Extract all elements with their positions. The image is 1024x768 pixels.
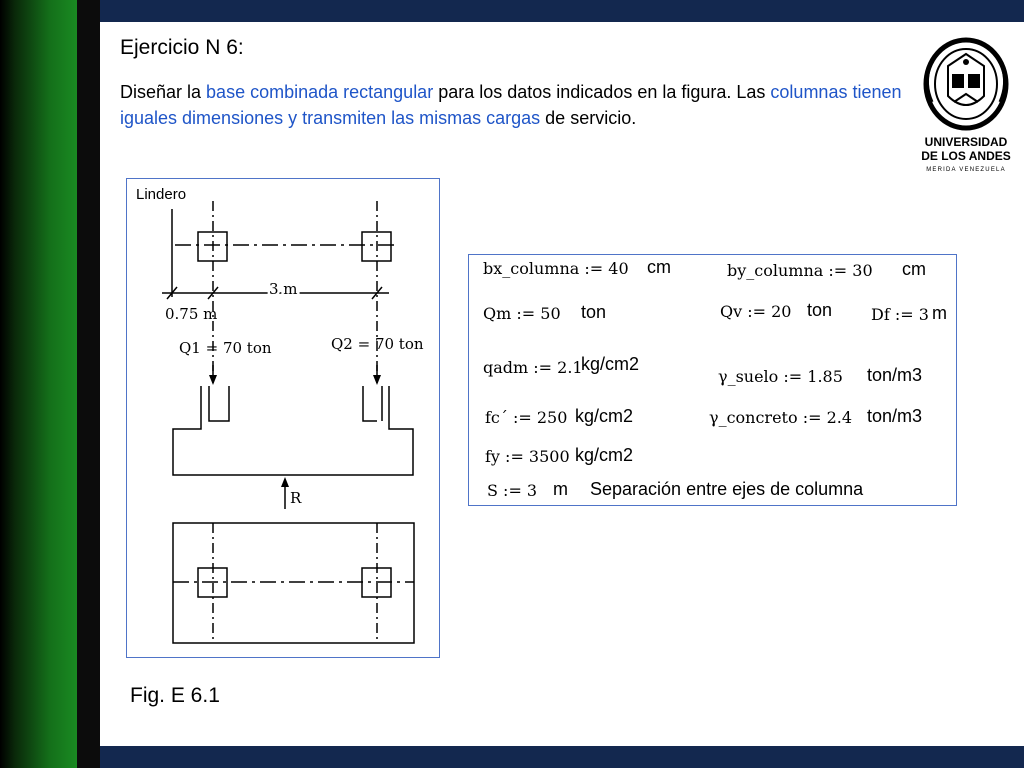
top-band: [100, 0, 1024, 22]
df-value: Df := 3: [871, 305, 929, 324]
design-data-box: [468, 254, 957, 506]
slide-title: Ejercicio N 6:: [120, 36, 244, 59]
fc-unit: kg/cm2: [575, 406, 634, 426]
qm-value: Qm := 50: [483, 304, 561, 323]
logo-line-2: DE LOS ANDES: [921, 149, 1011, 163]
lindero-label: Lindero: [136, 186, 187, 203]
gamma-suelo-unit: ton/m3: [867, 365, 923, 385]
fc-value: fc´ := 250: [485, 408, 568, 427]
elevation-column-1: [209, 386, 229, 421]
q1-label: Q1 = 70 ton: [179, 339, 272, 357]
df-unit: m: [932, 303, 947, 323]
intro-text-2: para los datos indicados en la figura. Las: [433, 82, 771, 102]
s-description: Separación entre ejes de columna: [590, 479, 864, 499]
left-decorative-bar: [0, 0, 77, 768]
gamma-suelo-value: γ_suelo := 1.85: [718, 367, 843, 386]
intro-text-1: Diseñar la: [120, 82, 207, 102]
logo-line-3: MERIDA VENEZUELA: [926, 167, 1006, 173]
s-unit: m: [553, 479, 568, 499]
s-value: S := 3: [487, 481, 538, 500]
footing-figure: [126, 178, 440, 658]
bx-unit: cm: [647, 257, 671, 277]
footing-plan: [173, 523, 414, 643]
university-seal-icon: [918, 36, 1018, 176]
qadm-unit: kg/cm2: [581, 354, 640, 374]
dimension-3m-label: 3 m: [269, 280, 298, 298]
q1-arrowhead: [209, 375, 217, 385]
by-value: by_columna := 30: [727, 261, 873, 280]
fy-value: fy := 3500: [485, 447, 570, 466]
intro-highlight-1: base combinada rectangular: [206, 82, 434, 102]
qadm-value: qadm := 2.1: [483, 358, 583, 377]
figure-caption: Fig. E 6.1: [130, 684, 220, 707]
gamma-concreto-unit: ton/m3: [867, 406, 923, 426]
elevation-column-2-inner: [363, 386, 377, 421]
r-label: R: [290, 489, 302, 507]
by-unit: cm: [902, 259, 926, 279]
gamma-concreto-value: γ_concreto := 2.4: [709, 408, 853, 427]
qm-unit: ton: [581, 302, 607, 322]
university-logo: [918, 36, 1018, 176]
qv-unit: ton: [807, 300, 833, 320]
r-arrowhead: [281, 477, 289, 487]
logo-line-1: UNIVERSIDAD: [924, 135, 1008, 149]
intro-text-3: de servicio.: [540, 108, 637, 128]
qv-value: Qv := 20: [720, 302, 792, 321]
q2-arrowhead: [373, 375, 381, 385]
bx-value: bx_columna := 40: [483, 259, 629, 278]
q2-label: Q2 = 70 ton: [331, 335, 424, 353]
intro-paragraph: [120, 79, 910, 131]
dimension-075-label: 0.75 m: [165, 305, 218, 323]
left-dark-strip: [77, 0, 100, 768]
intro-highlight-2: columnas tienen iguales dimensiones y transmiten las mismas cargas: [120, 82, 902, 128]
fy-unit: kg/cm2: [575, 445, 634, 465]
footing-diagram: [127, 179, 441, 659]
bottom-band: [100, 746, 1024, 768]
